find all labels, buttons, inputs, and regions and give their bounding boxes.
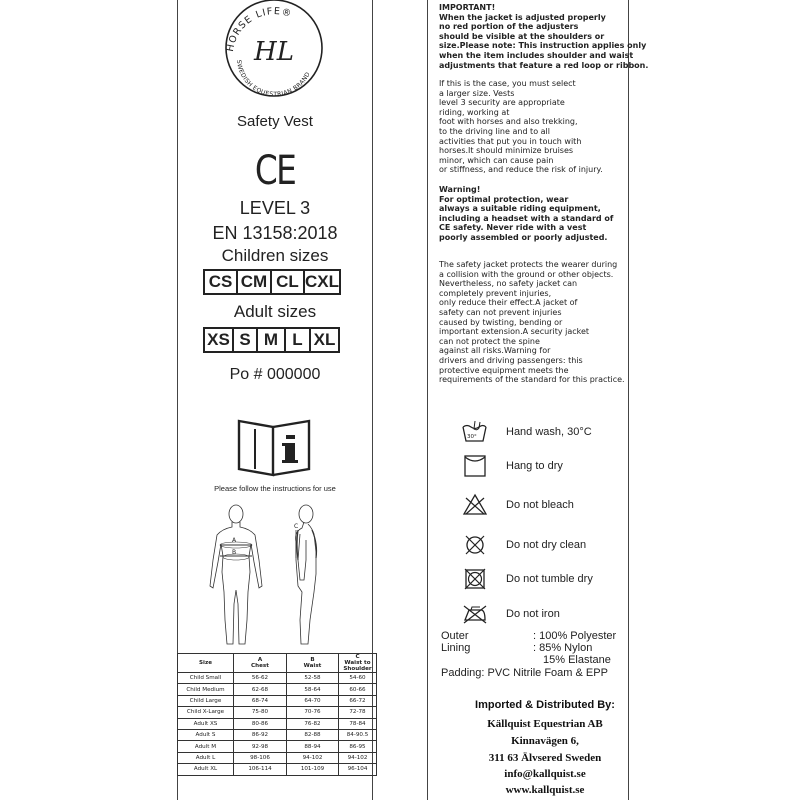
care-row-no-iron [460, 601, 560, 627]
hang-dry-icon [462, 453, 488, 479]
table-cell: 96-104 [339, 764, 377, 775]
right-panel-border-right [628, 0, 629, 800]
table-cell: 78-84 [339, 718, 377, 729]
header-letter: C [355, 654, 360, 660]
size-cell: L [286, 329, 311, 351]
distributor-title: Imported & Distributed By: [475, 699, 615, 711]
logo-brand-top: HORSE LIFE® [224, 6, 294, 53]
table-cell: 64-70 [287, 695, 339, 706]
table-cell: Adult M [178, 741, 234, 752]
standard-text: EN 13158:2018 [212, 223, 338, 243]
table-cell: 56-62 [234, 673, 287, 684]
header-text: Waist [303, 663, 322, 669]
material-padding: Padding: PVC Nitrile Foam & EPP [441, 667, 608, 679]
warning-title: Warning! [439, 185, 481, 194]
table-header-waist-to-shoulder [339, 654, 377, 673]
no-tumble-dry-icon [462, 566, 488, 592]
care-row-no-bleach [460, 492, 574, 518]
brand-logo [217, 0, 331, 98]
distributor-city: 311 63 Älvsered Sweden [488, 752, 602, 764]
care-label: Hang to dry [506, 460, 563, 472]
safety-text: The safety jacket protects the wearer during a collision with the ground or other objects. Nevertheless, no safety jacket can completely prevent injuries, only reduce their effect.A jacket of safety can not prevent injuries caused by twisting, bending or important extension.A security jacket can not protect the spine against all risks.Warning for drivers and driving passengers: this protective equipment meets the requirements of the standard for this practice. [439, 260, 625, 385]
vest-usage-text: If this is the case, you must select a larger size. Vests level 3 security are appropriate riding, working at foot with horses and also trekking, to the driving line and to all activities that put you in touch with horses.It should minimize bruises minor, which can cause pain or stiffness, and reduce the risk of injury. [439, 79, 603, 175]
instructions-text: Please follow the instructions for use [214, 484, 336, 493]
size-cell: CS [205, 271, 238, 293]
table-cell: 62-68 [234, 684, 287, 695]
table-cell: 75-80 [234, 707, 287, 718]
children-sizes-title: Children sizes [221, 246, 329, 265]
care-label: Do not dry clean [506, 539, 587, 551]
table-cell: Child X-Large [178, 707, 234, 718]
figure-label-b: B [232, 549, 237, 556]
care-label: Do not bleach [506, 499, 574, 511]
hand-wash-temperature: 30° [467, 434, 477, 440]
care-row-no-dry-clean [460, 532, 586, 558]
no-bleach-icon [462, 493, 488, 517]
right-panel-border-left [427, 0, 428, 800]
header-text: Size [199, 660, 212, 666]
table-cell: Adult L [178, 752, 234, 763]
table-cell: 72-78 [339, 707, 377, 718]
table-cell: 58-64 [287, 684, 339, 695]
header-text: Chest [251, 663, 269, 669]
hand-wash-30-icon [461, 419, 489, 445]
table-row [178, 695, 377, 706]
table-cell: 76-82 [287, 718, 339, 729]
table-cell: 66-72 [339, 695, 377, 706]
table-header-chest [234, 654, 287, 673]
adult-sizes-title: Adult sizes [233, 302, 317, 321]
po-number: Po # 000000 [229, 366, 321, 383]
table-cell: 92-98 [234, 741, 287, 752]
table-cell: 80-86 [234, 718, 287, 729]
table-cell: 86-92 [234, 729, 287, 740]
ce-mark: CE [254, 148, 296, 194]
warning-text: For optimal protection, wear always a suitable riding equipment, including a headset with a standard of CE safety. Never ride with a vest poorly assembled or poorly adjusted. [439, 194, 614, 242]
material-lining-label: Lining [441, 642, 471, 654]
material-outer-value: : 100% Polyester [533, 630, 617, 642]
distributor-company: Källquist Equestrian AB [487, 718, 603, 730]
size-cell: XL [313, 330, 336, 349]
size-cell: CL [272, 271, 305, 293]
material-lining-value-1: : 85% Nylon [533, 642, 593, 654]
table-cell: 94-102 [339, 752, 377, 763]
table-cell: 68-74 [234, 695, 287, 706]
care-row-hang-dry [460, 453, 563, 479]
distributor-street: Kinnavägen 6, [511, 735, 579, 747]
care-label: Do not iron [506, 608, 560, 620]
material-lining-value-2: 15% Elastane [543, 654, 611, 666]
table-cell: Adult XL [178, 764, 234, 775]
distributor-email[interactable]: info@kallquist.se [504, 768, 586, 780]
table-header-waist [287, 654, 339, 673]
table-cell: 86-95 [339, 741, 377, 752]
table-cell: Child Medium [178, 684, 234, 695]
logo-monogram: HL [254, 37, 294, 67]
table-cell: 52-58 [287, 673, 339, 684]
table-row [178, 741, 377, 752]
no-iron-icon [461, 603, 489, 625]
care-label: Hand wash, 30°C [506, 426, 592, 438]
logo-brand-bottom: SWEDISH EQUESTRIAN BRAND [234, 59, 312, 98]
size-cell: S [234, 329, 258, 351]
size-chart-table [177, 653, 377, 776]
table-row [178, 707, 377, 718]
figure-label-a: A [232, 537, 237, 544]
manual-info-icon [233, 417, 317, 479]
table-cell: 70-76 [287, 707, 339, 718]
size-cell: CXL [305, 272, 339, 291]
header-letter: A [257, 657, 263, 663]
table-row [178, 718, 377, 729]
size-cell: XS [205, 329, 234, 351]
figure-label-c: C [294, 523, 299, 530]
distributor-website[interactable]: www.kallquist.se [505, 784, 585, 796]
header-letter: B [310, 657, 315, 663]
table-cell: 84-90.5 [339, 729, 377, 740]
table-cell: Adult XS [178, 718, 234, 729]
table-cell: 60-66 [339, 684, 377, 695]
body-measurement-diagram [200, 500, 350, 648]
care-row-no-tumble-dry [460, 566, 593, 592]
table-cell: 88-94 [287, 741, 339, 752]
no-dry-clean-icon [462, 532, 488, 558]
table-cell: 82-88 [287, 729, 339, 740]
table-row [178, 729, 377, 740]
important-title: IMPORTANT! [439, 3, 496, 12]
table-header-row [178, 654, 377, 673]
size-cell: M [258, 329, 286, 351]
adult-sizes-box [203, 327, 340, 353]
table-header-size [178, 654, 234, 673]
important-text: When the jacket is adjusted properly no red portion of the adjusters should be visible at the shoulders or size.Please note: This instruction applies only when the item includes shoulder and waist adjustments that feature a red loop or ribbon. [439, 12, 649, 70]
level-text: LEVEL 3 [239, 198, 311, 218]
table-row [178, 673, 377, 684]
size-cell: CM [238, 271, 272, 293]
header-text: Waist to Shoulder [343, 660, 372, 672]
table-cell: 98-106 [234, 752, 287, 763]
table-cell: Adult S [178, 729, 234, 740]
product-name: Safety Vest [237, 113, 313, 130]
material-outer-label: Outer [441, 630, 469, 642]
table-cell: 54-60 [339, 673, 377, 684]
table-cell: 101-109 [287, 764, 339, 775]
table-cell: 94-102 [287, 752, 339, 763]
table-cell: Child Small [178, 673, 234, 684]
children-sizes-box [203, 269, 341, 295]
table-cell: 106-114 [234, 764, 287, 775]
care-row-hand-wash [460, 419, 592, 445]
table-row [178, 684, 377, 695]
table-row [178, 752, 377, 763]
table-cell: Child Large [178, 695, 234, 706]
care-label: Do not tumble dry [506, 573, 593, 585]
table-row [178, 764, 377, 775]
